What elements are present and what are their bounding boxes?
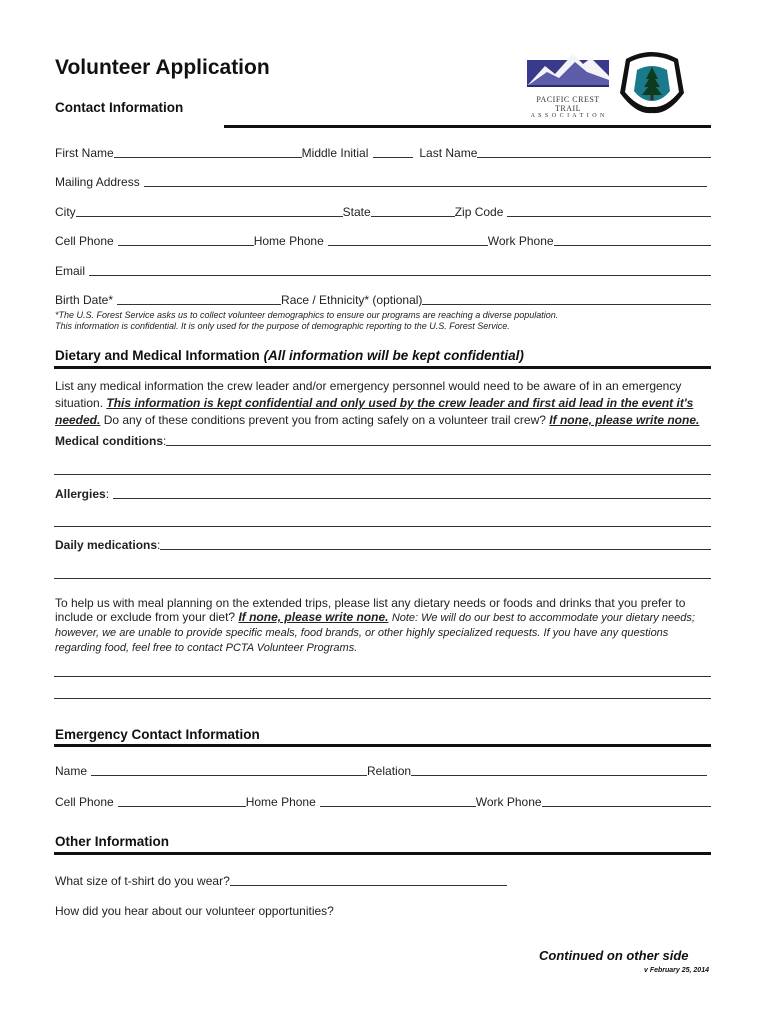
emergency-divider — [54, 744, 711, 747]
pcta-logo-line1: PACIFIC CREST TRAIL — [536, 95, 600, 113]
home-phone-label: Home Phone — [253, 234, 324, 248]
medical-intro-b: This information is kept confidential and only used by the crew leader and first aid lead in the event it's needed. — [55, 396, 694, 427]
email-field[interactable] — [89, 275, 711, 276]
emergency-work-label: Work Phone — [475, 795, 542, 809]
emergency-phone-row — [55, 795, 711, 809]
meal-planning-c: Note: We will do our best to accommodate your dietary needs; however, we are unable to provide specific meals, food brands, or other highly specialized requests. If you have any questions regarding food, feel free to contact PCTA Volunteer Programs. — [55, 612, 695, 654]
cell-phone-label: Cell Phone — [55, 234, 114, 248]
medical-conditions-colon: : — [163, 434, 167, 448]
zip-field[interactable] — [507, 216, 711, 217]
emergency-relation-field[interactable] — [411, 775, 707, 776]
dietary-heading — [55, 348, 524, 363]
page-title: Volunteer Application — [55, 56, 270, 79]
continued-note: Continued on other side — [539, 948, 689, 963]
mailing-address-field[interactable] — [144, 186, 707, 187]
other-divider — [54, 852, 711, 855]
medical-intro — [55, 378, 705, 429]
pcta-logo — [525, 46, 611, 119]
meal-planning-b: If none, please write none. — [238, 610, 389, 624]
zip-label: Zip Code — [454, 205, 504, 219]
emergency-cell-label: Cell Phone — [55, 795, 114, 809]
other-heading: Other Information — [55, 834, 169, 849]
work-phone-label: Work Phone — [487, 234, 554, 248]
trail-badge-logo — [618, 49, 686, 115]
daily-medications-line-2[interactable] — [54, 578, 711, 579]
home-phone-field[interactable] — [328, 245, 488, 246]
dietary-heading-title: Dietary and Medical Information — [55, 348, 260, 363]
daily-medications-row — [55, 538, 711, 552]
address-row — [55, 175, 707, 189]
emergency-home-field[interactable] — [320, 806, 476, 807]
birth-row — [55, 293, 711, 307]
emergency-cell-field[interactable] — [118, 806, 246, 807]
emergency-work-field[interactable] — [542, 806, 711, 807]
email-label: Email — [55, 264, 86, 278]
contact-divider — [224, 125, 711, 128]
pcta-logo-line2: A S S O C I A T I O N — [530, 113, 606, 119]
first-name-field[interactable] — [114, 157, 302, 158]
hear-about-label: How did you hear about our volunteer opportunities? — [55, 904, 334, 918]
emergency-heading: Emergency Contact Information — [55, 727, 260, 742]
last-name-label: Last Name — [419, 146, 478, 160]
race-label: Race / Ethnicity* (optional) — [281, 293, 423, 307]
city-label: City — [55, 205, 76, 219]
work-phone-field[interactable] — [554, 245, 711, 246]
city-field[interactable] — [76, 216, 343, 217]
daily-medications-field[interactable] — [160, 549, 711, 550]
medical-conditions-field[interactable] — [166, 445, 711, 446]
tshirt-field[interactable] — [230, 885, 507, 886]
phone-row — [55, 234, 711, 248]
tshirt-row — [55, 874, 507, 888]
dietary-heading-note: (All information will be kept confidential) — [263, 348, 524, 363]
emergency-name-row — [55, 764, 707, 778]
dietary-needs-line-2[interactable] — [54, 698, 711, 699]
birth-date-field[interactable] — [117, 304, 281, 305]
middle-initial-label: Middle Initial — [301, 146, 369, 160]
email-row — [55, 264, 711, 278]
mailing-address-label: Mailing Address — [55, 175, 140, 189]
contact-heading: Contact Information — [55, 100, 184, 115]
mountain-logo-icon — [525, 46, 611, 90]
emergency-relation-label: Relation — [367, 764, 412, 778]
version-note: v February 25, 2014 — [644, 967, 709, 974]
daily-medications-label: Daily medications — [55, 538, 158, 552]
state-field[interactable] — [371, 216, 455, 217]
medical-conditions-row — [55, 434, 711, 448]
emergency-home-label: Home Phone — [245, 795, 316, 809]
dietary-needs-line-1[interactable] — [54, 676, 711, 677]
tshirt-label: What size of t-shirt do you wear? — [55, 874, 230, 888]
medical-intro-d: If none, please write none. — [549, 413, 700, 427]
cell-phone-field[interactable] — [118, 245, 254, 246]
medical-conditions-line-2[interactable] — [54, 474, 711, 475]
medical-intro-a: List any medical information the crew leader and/or emergency personnel would need to be aware of in an emergency situation. — [55, 379, 682, 410]
dietary-divider — [54, 366, 711, 369]
medical-conditions-label: Medical conditions — [55, 434, 164, 448]
first-name-label: First Name — [55, 146, 114, 160]
last-name-field[interactable] — [477, 157, 711, 158]
meal-planning-a: To help us with meal planning on the extended trips, please list any dietary needs or foods and drinks that you prefer to include or exclude from your diet? — [55, 596, 686, 624]
race-field[interactable] — [422, 304, 711, 305]
meal-planning-text — [55, 596, 705, 655]
city-row — [55, 205, 711, 219]
state-label: State — [342, 205, 371, 219]
middle-initial-field[interactable] — [373, 157, 413, 158]
allergies-field[interactable] — [113, 498, 711, 499]
name-row — [55, 146, 711, 160]
emergency-name-field[interactable] — [91, 775, 367, 776]
demographics-note-1: *The U.S. Forest Service asks us to collect volunteer demographics to ensure our programs are reaching a diverse population. — [55, 310, 559, 320]
birth-date-label: Birth Date* — [55, 293, 114, 307]
allergies-line-2[interactable] — [54, 526, 711, 527]
demographics-note-2: This information is confidential. It is only used for the purpose of demographic reporting to the U.S. Forest Service. — [55, 321, 510, 331]
emergency-name-label: Name — [55, 764, 88, 778]
daily-medications-colon: : — [157, 538, 161, 552]
medical-intro-c: Do any of these conditions prevent you from acting safely on a volunteer trail crew? — [103, 413, 546, 427]
allergies-colon: : — [105, 487, 110, 501]
allergies-label: Allergies — [55, 487, 106, 501]
trail-shield-icon — [618, 49, 686, 115]
allergies-row — [55, 487, 711, 501]
